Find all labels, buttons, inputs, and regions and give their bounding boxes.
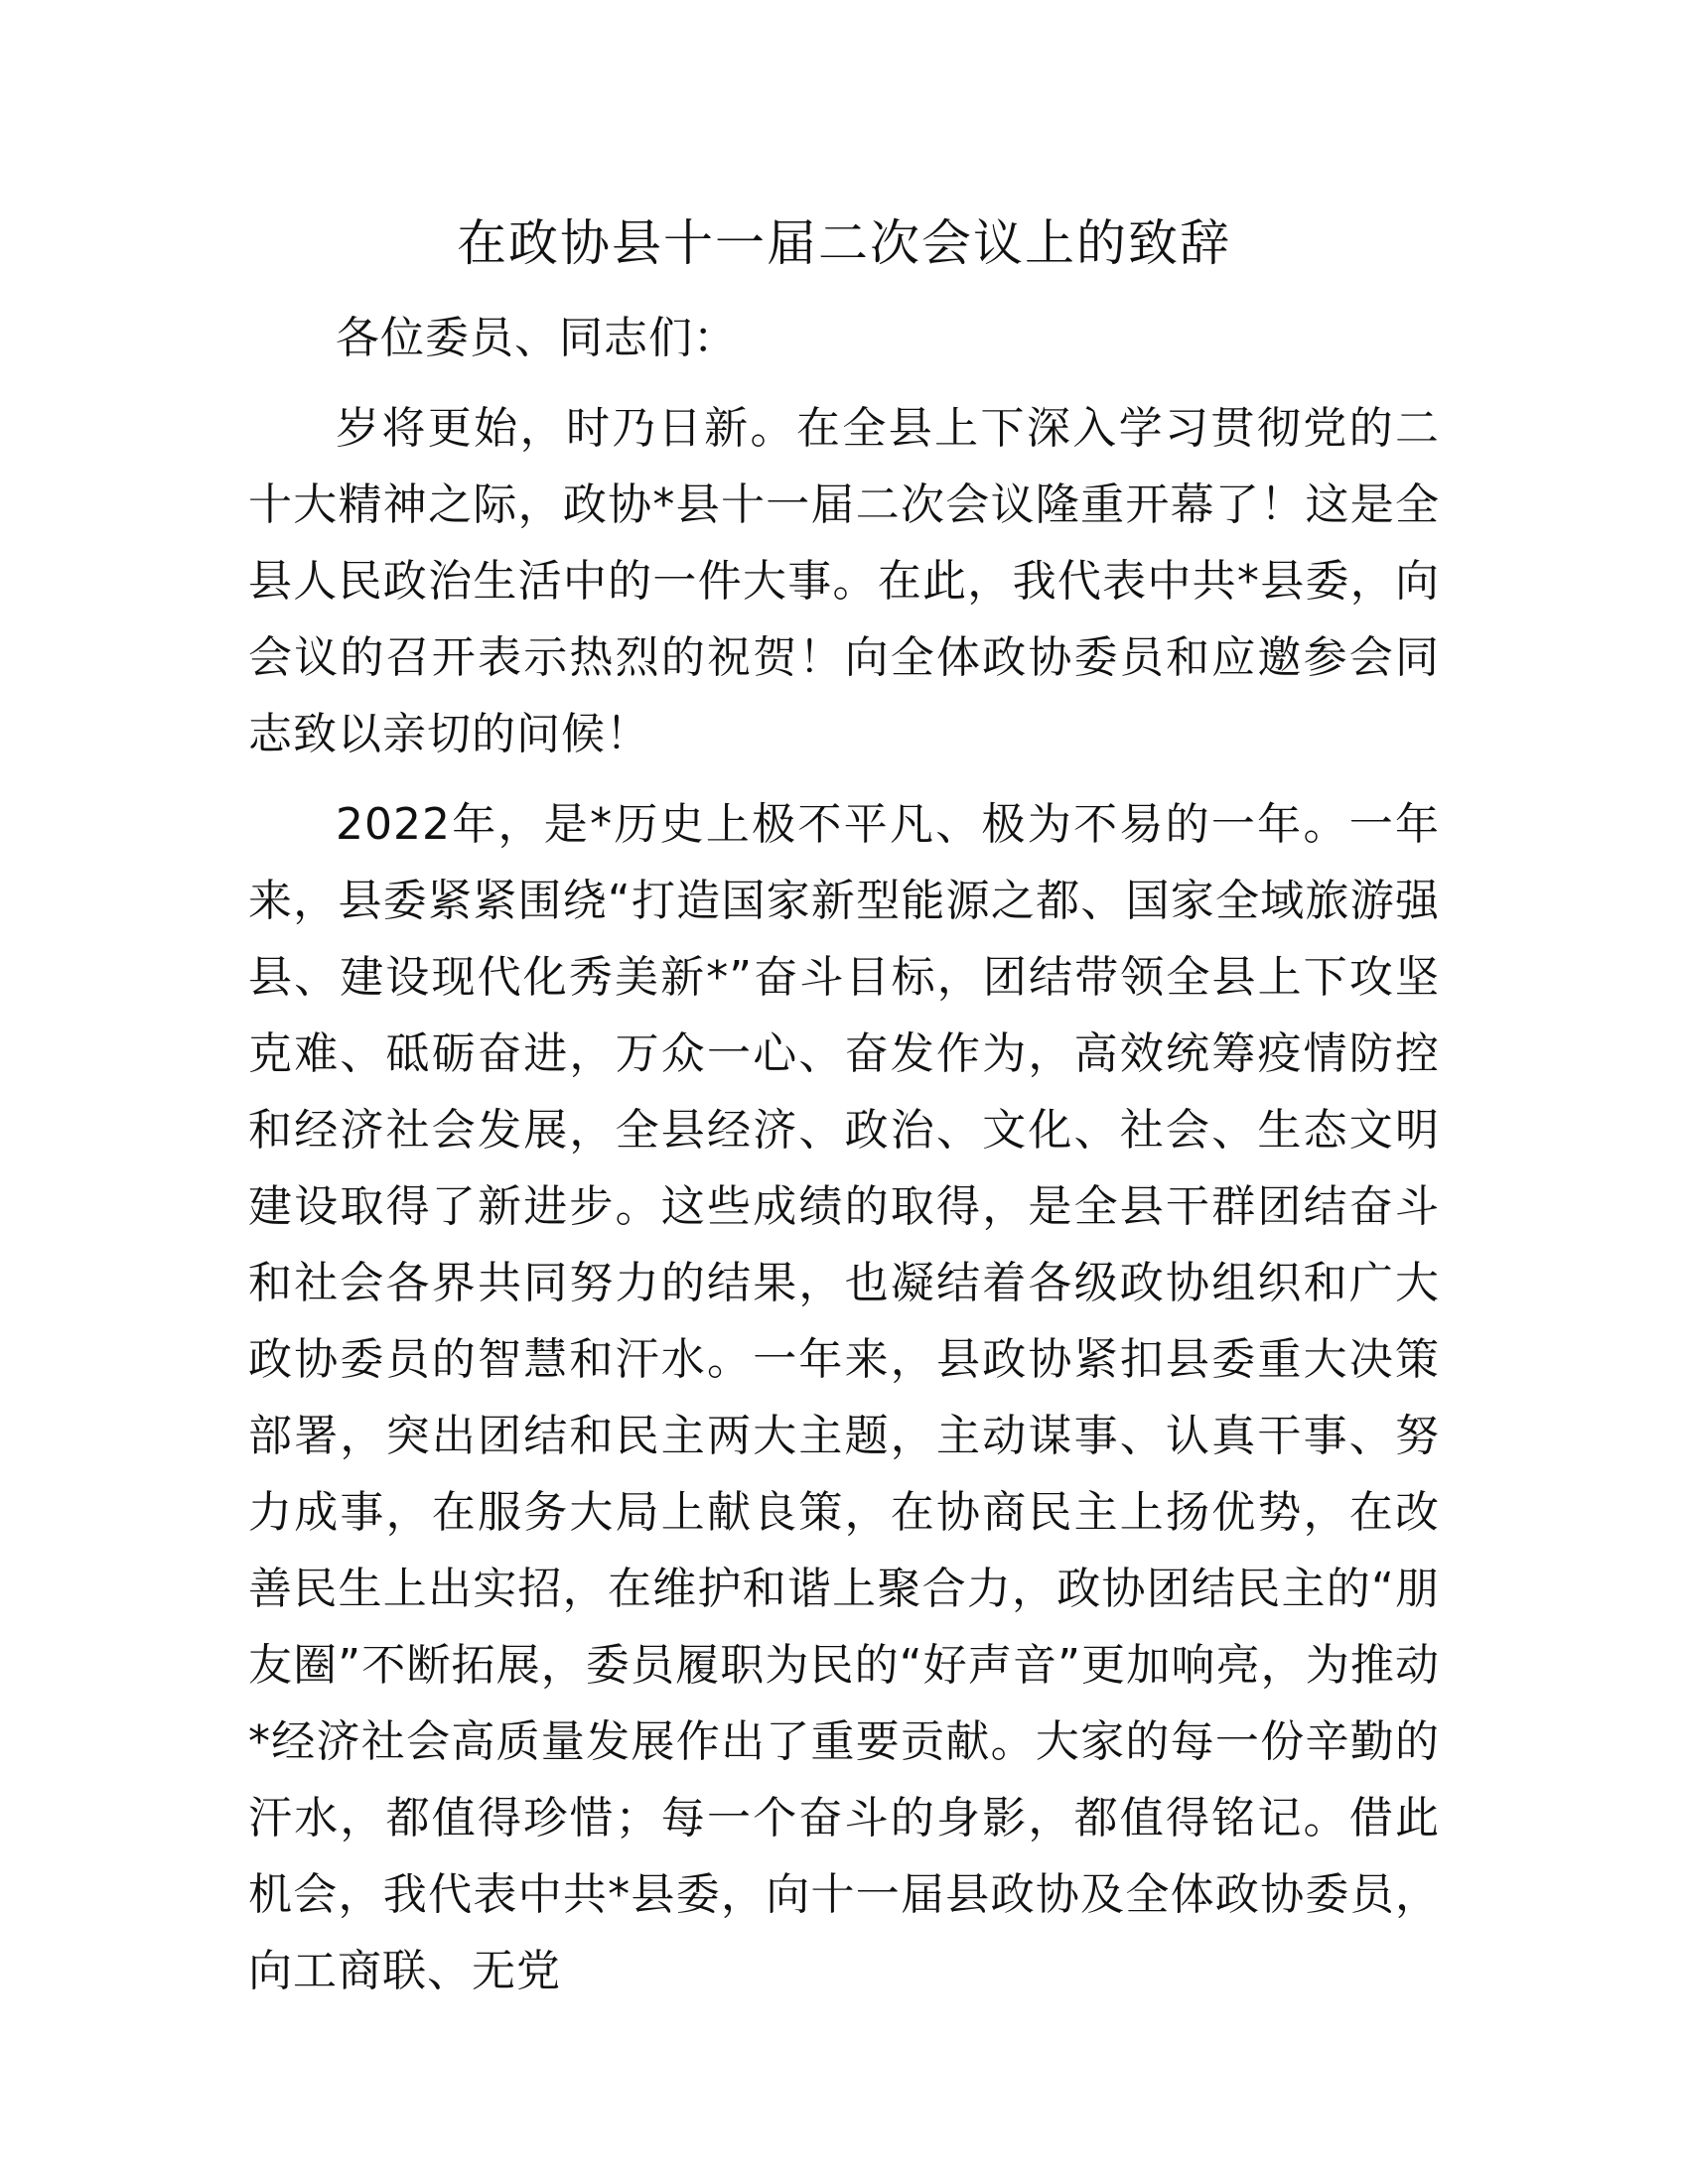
document-title: 在政协县十一届二次会议上的致辞 <box>457 214 1231 272</box>
document-body <box>248 300 1440 2009</box>
paragraph-opening: 岁将更始，时乃日新。在全县上下深入学习贯彻党的二十大精神之际，政协*县十一届二次会议隆重开幕了！这是全县人民政治生活中的一件大事。在此，我代表中共*县委，向会议的召开表示热烈的祝贺！向全体政协委员和应邀参会同志致以亲切的问候！ <box>248 403 1440 759</box>
paragraph-review-2022: 2022年，是*历史上极不平凡、极为不易的一年。一年来，县委紧紧围绕“打造国家新型能源之都、国家全域旅游强县、建设现代化秀美新*”奋斗目标，团结带领全县上下攻坚克难、砥砺奋进，万众一心、奋发作为，高效统筹疫情防控和经济社会发展，全县经济、政治、文化、社会、生态文明建设取得了新进步。这些成绩的取得，是全县干群团结奋斗和社会各界共同努力的结果，也凝结着各级政协组织和广大政协委员的智慧和汗水。一年来，县政协紧扣县委重大决策部署，突出团结和民主两大主题，主动谋事、认真干事、努力成事，在服务大局上献良策，在协商民主上扬优势，在改善民生上出实招，在维护和谐上聚合力，政协团结民主的“朋友圈”不断拓展，委员履职为民的“好声音”更加响亮，为推动*经济社会高质量发展作出了重要贡献。大家的每一份辛勤的汗水，都值得珍惜；每一个奋斗的身影，都值得铭记。借此机会，我代表中共*县委，向十一届县政协及全体政协委员，向工商联、无党 <box>248 799 1440 1996</box>
salutation: 各位委员、同志们： <box>336 313 738 363</box>
